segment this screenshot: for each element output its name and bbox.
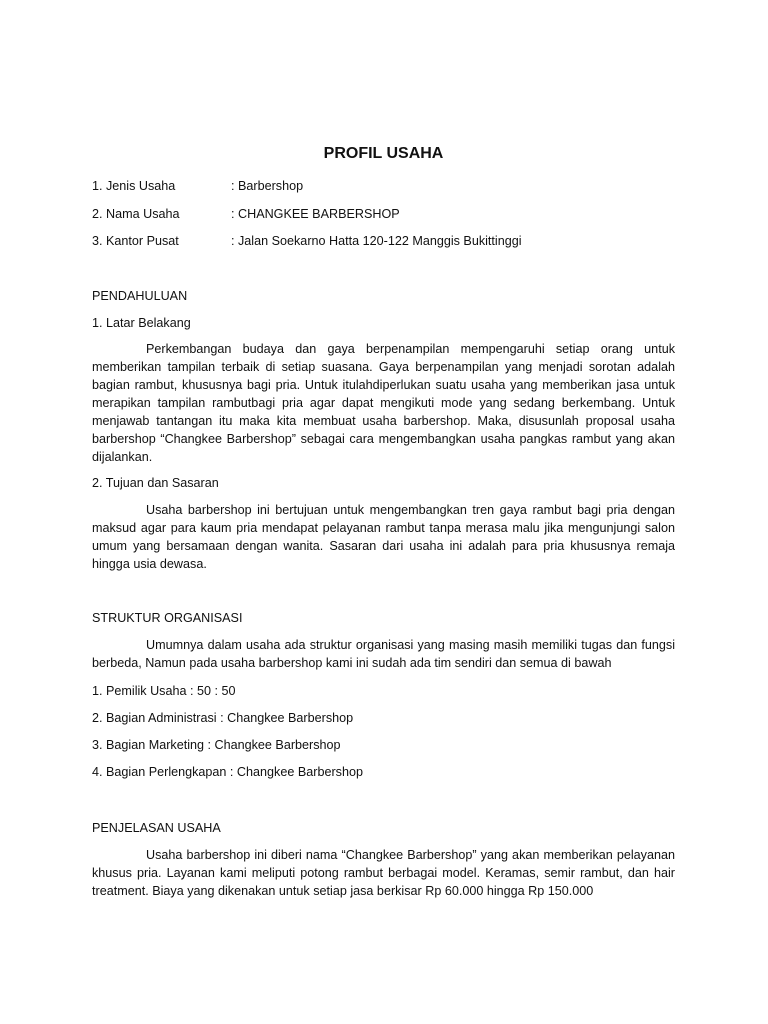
paragraph-latar-belakang: Perkembangan budaya dan gaya berpenampilan mempengaruhi setiap orang untuk memberikan tampilan terbaik di setiap suasana. Gaya berpenampilan yang menjadi sorotan adalah bagian rambut, khususnya bagi pria. Untuk itulahdiperlukan suatu usaha yang memberikan jasa untuk merapikan tampilan rambutbagi pria agar dapat mengikuti mode yang sedang berkembang. Untuk menjawab tantangan itu maka kita membuat usaha barbershop. Maka, disusunlah proposal usaha barbershop “Changkee Barbershop” sebagai cara mengembangkan usaha pangkas rambut yang akan dijalankan. [92, 342, 675, 464]
paragraph-penjelasan-usaha: Usaha barbershop ini diberi nama “Changkee Barbershop” yang akan memberikan pelayanan khusus pria. Layanan kami meliputi potong rambut berbagai model. Keramas, semir rambut, dan hair treatment. Biaya yang dikenakan untuk setiap jasa berkisar Rp 60.000 hingga Rp 150.000 [92, 848, 675, 898]
document-title: PROFIL USAHA [323, 145, 444, 162]
info-value: : Barbershop [231, 179, 304, 193]
paragraph-tujuan-sasaran: Usaha barbershop ini bertujuan untuk mengembangkan tren gaya rambut bagi pria dengan maksud agar para kaum pria mendapat pelayanan rambut tanpa merasa malu jika mengunjungi salon umum yang bersamaan dengan wanita. Sasaran dari usaha ini adalah para pria khususnya remaja hingga usia dewasa. [92, 503, 675, 571]
info-value: : CHANGKEE BARBERSHOP [231, 207, 400, 221]
info-row-nama-usaha [92, 205, 675, 223]
list-item: 1. Pemilik Usaha : 50 : 50 [92, 684, 236, 698]
info-label: 1. Jenis Usaha [92, 179, 176, 193]
info-row-jenis-usaha [92, 177, 675, 195]
info-label: 3. Kantor Pusat [92, 234, 179, 248]
section-heading-struktur-organisasi: STRUKTUR ORGANISASI [92, 611, 243, 625]
section-heading-penjelasan-usaha: PENJELASAN USAHA [92, 821, 221, 835]
list-item: 3. Bagian Marketing : Changkee Barbershop [92, 738, 341, 752]
subheading-tujuan-sasaran: 2. Tujuan dan Sasaran [92, 476, 219, 490]
info-value: : Jalan Soekarno Hatta 120-122 Manggis Bukittinggi [231, 234, 522, 248]
paragraph-struktur-organisasi: Umumnya dalam usaha ada struktur organisasi yang masing masih memiliki tugas dan fungsi berbeda, Namun pada usaha barbershop kami ini sudah ada tim sendiri dan semua di bawah [92, 638, 675, 670]
info-row-kantor-pusat [92, 232, 675, 250]
document-page [92, 0, 675, 1024]
list-item: 4. Bagian Perlengkapan : Changkee Barbershop [92, 765, 363, 779]
info-label: 2. Nama Usaha [92, 207, 180, 221]
section-heading-pendahuluan: PENDAHULUAN [92, 289, 188, 303]
subheading-latar-belakang: 1. Latar Belakang [92, 316, 191, 330]
list-item: 2. Bagian Administrasi : Changkee Barbershop [92, 711, 354, 725]
